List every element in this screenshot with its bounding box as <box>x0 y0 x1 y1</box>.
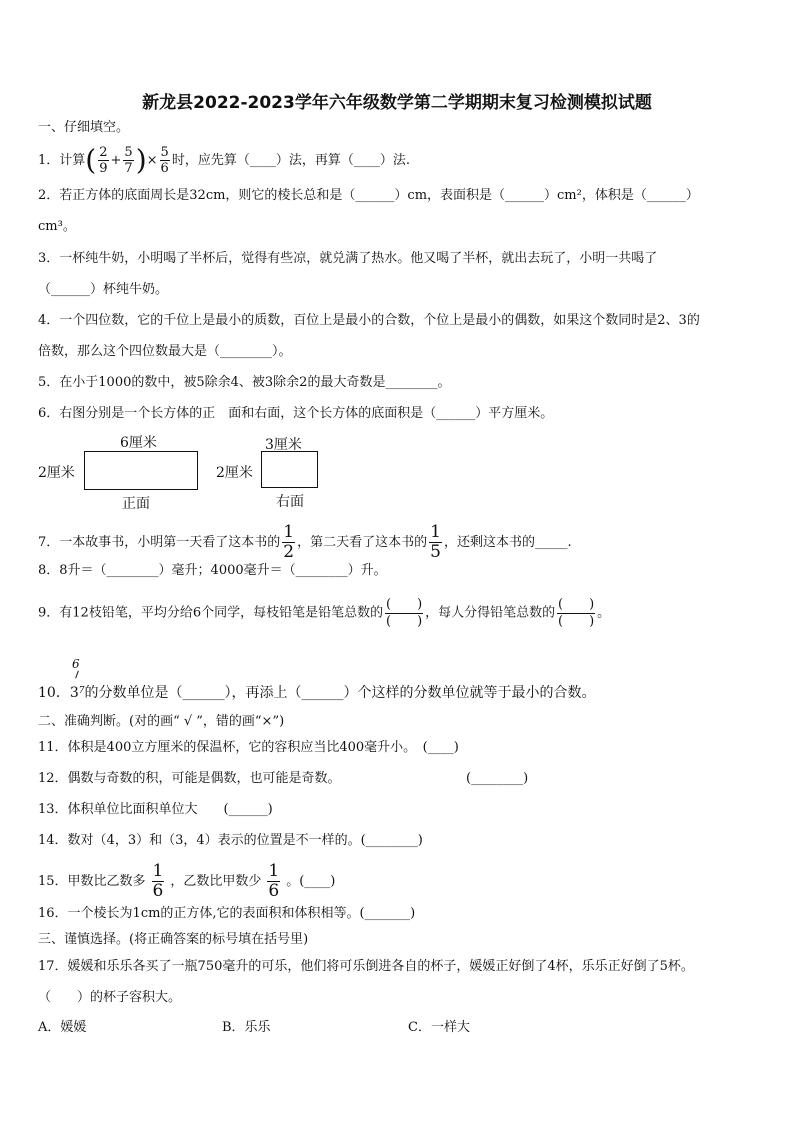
fraction: $\frac{1}{6}$ <box>152 861 164 901</box>
question-3-line-2: （______）杯纯牛奶。 <box>38 282 169 297</box>
q17-option-b: B．乐乐 <box>222 1020 271 1035</box>
q7-text-c: ，还剩这本书的_____. <box>443 535 572 550</box>
question-4-line-1: 4．一个四位数，它的千位上是最小的质数，百位上是最小的合数，个位上是最小的偶数，如果这个数同时是2、3的 <box>38 313 700 328</box>
q10-denominator: 7 <box>78 686 85 696</box>
q9-text-a: 9．有12枝铅笔，平均分给6个同学，每枝铅笔是铅笔总数的 <box>38 605 384 621</box>
q15-text-a: 15．甲数比乙数多 <box>38 874 146 889</box>
question-5: 5．在小于1000的数中，被5除余4、被3除余2的最大奇数是________。 <box>38 375 451 390</box>
q15-text-b: ，乙数比甲数少 <box>170 874 262 889</box>
question-2-line-1: 2．若正方体的底面周长是32cm，则它的棱长总和是（______）cm，表面积是（______）cm²，体积是（______） <box>38 188 699 203</box>
question-15 <box>38 863 335 900</box>
fraction: $\frac{2}{9}$ <box>99 145 108 176</box>
fraction: $\frac{1}{6}$ <box>268 861 280 901</box>
section-3-heading: 三、谨慎选择。(将正确答案的标号填在括号里) <box>38 932 309 947</box>
right-paren: ) <box>135 143 147 177</box>
right-left-label: 2厘米 <box>216 465 253 481</box>
question-11: 11．体积是400立方厘米的保温杯，它的容积应当比400毫升小。 (____) <box>38 740 459 755</box>
question-14: 14．数对（4，3）和（3，4）表示的位置是不一样的。(________) <box>38 833 423 848</box>
q9-text-b: ，每人分得铅笔总数的 <box>425 605 556 621</box>
q9-end: 。 <box>597 605 611 621</box>
question-12: 12．偶数与奇数的积，可能是偶数，也可能是奇数。 (________) <box>38 771 529 786</box>
fraction: $\frac{5}{6}$ <box>160 145 169 176</box>
fraction: $\frac{1}{2}$ <box>283 522 295 562</box>
plus-sign: + <box>110 153 122 168</box>
question-4-line-2: 倍数，那么这个四位数最大是（________）。 <box>38 344 292 359</box>
right-top-label: 3厘米 <box>265 437 302 453</box>
fraction: $\frac{1}{5}$ <box>430 522 441 562</box>
q7-text-b: ，第二天看了这本书的 <box>297 535 428 550</box>
blank-fraction: $\frac{( )}{( )}$ <box>386 597 423 629</box>
question-17-line-2: （ ）的杯子容积大。 <box>38 990 182 1005</box>
right-rectangle <box>261 451 318 488</box>
front-top-label: 6厘米 <box>120 435 157 451</box>
q10-fraction-bar <box>75 671 79 679</box>
question-8: 8．8升＝（________）毫升；4000毫升＝（________）升。 <box>38 563 387 578</box>
question-13: 13．体积单位比面积单位大 (______) <box>38 802 273 817</box>
left-paren: ( <box>85 143 97 177</box>
q10-line: 10．$3^7$的分数单位是（______），再添上（______）个这样的分数单位就等于最小的合数。 <box>38 685 596 701</box>
q1-text-b: 时，应先算（____）法，再算（____）法. <box>171 153 410 168</box>
page-title: 新龙县2022-2023学年六年级数学第二学期期末复习检测模拟试题 <box>142 93 652 113</box>
q10-numerator: 6 <box>72 657 80 671</box>
section-1-heading: 一、仔细填空。 <box>38 120 130 135</box>
question-3-line-1: 3．一杯纯牛奶，小明喝了半杯后，觉得有些凉，就兑满了热水。他又喝了半杯，就出去玩了，小明一共喝了 <box>38 251 658 266</box>
q7-text-a: 7．一本故事书，小明第一天看了这本书的 <box>38 535 281 550</box>
times-sign: × <box>146 153 158 168</box>
question-9 <box>38 598 610 628</box>
front-left-label: 2厘米 <box>38 465 75 481</box>
q17-option-a: A．媛媛 <box>38 1020 87 1035</box>
right-bottom-label: 右面 <box>276 494 304 510</box>
q17-option-c: C．一样大 <box>408 1020 470 1035</box>
question-16: 16．一个棱长为1cm的正方体,它的表面积和体积相等。(_______) <box>38 906 416 921</box>
question-7 <box>38 524 572 561</box>
q1-text-a: 1．计算 <box>38 153 86 168</box>
question-6: 6．右图分别是一个长方体的正 面和右面，这个长方体的底面积是（______）平方厘米。 <box>38 406 554 421</box>
question-1 <box>38 143 410 177</box>
question-2-line-2: cm³。 <box>38 219 76 234</box>
blank-fraction: $\frac{( )}{( )}$ <box>558 597 595 629</box>
fraction: $\frac{5}{7}$ <box>124 145 133 176</box>
question-17-line-1: 17．媛媛和乐乐各买了一瓶750毫升的可乐，他们将可乐倒进各自的杯子，媛媛正好倒了4杯，乐乐正好倒了5杯。 <box>38 959 694 974</box>
front-bottom-label: 正面 <box>122 496 150 512</box>
q15-text-c: 。(____) <box>286 874 336 889</box>
front-rectangle <box>84 451 198 490</box>
section-2-heading: 二、准确判断。(对的画“ √ ”，错的画“×”) <box>38 714 285 729</box>
